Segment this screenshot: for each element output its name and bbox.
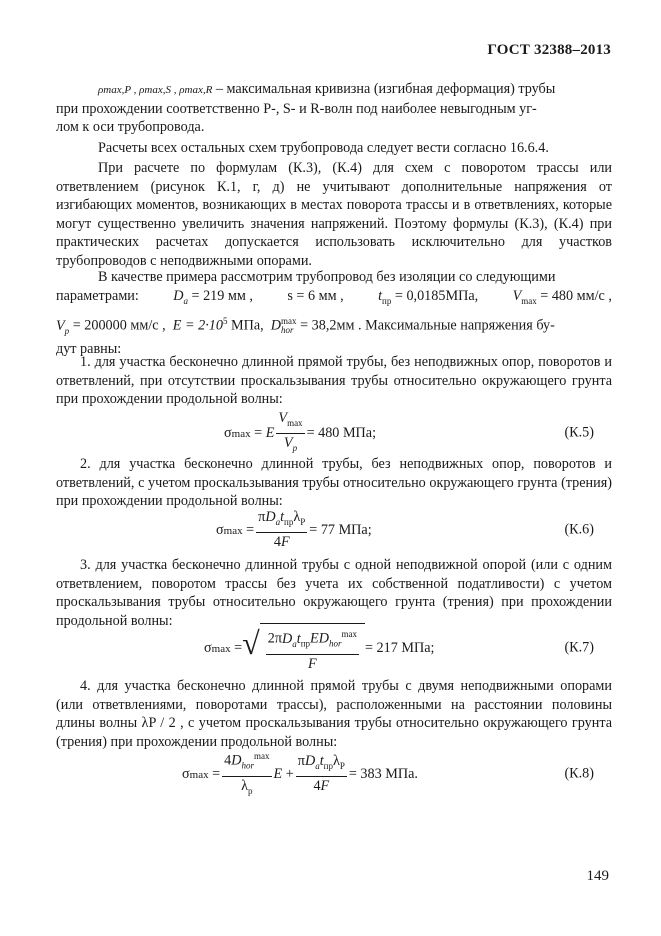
formula-k6 [56, 508, 612, 552]
param-da: $D_a = 219$ мм , [173, 287, 253, 306]
param-e-unit: МПа, [227, 317, 264, 334]
params-row-2: $V_p = 200000$ мм/с , $E = 2\cdot 10^5$ МПа, D max hor = 38,2мм . Максимальные напряжения бу- [56, 316, 555, 336]
item-1-text: 1. для участка бесконечно длинной прямой трубы, без неподвижных опор, поворотов и ответвлений, при отсутствии проскальзывания трубы относительно окружающего грунта при прохождении продольной волны: [56, 354, 612, 408]
intro-line-3: лом к оси трубопровода. [56, 119, 205, 136]
formula-k7-result: = 217 МПа; [364, 639, 435, 656]
formula-k5-body: σmax = E $\frac{V_{max}}{V_p}$ = 480 МПа; [224, 409, 377, 453]
formula-k5-result: = 480 МПа; [306, 424, 377, 441]
para-formulas-note: При расчете по формулам (К.3), (К.4) для схем с поворотом трассы или ответвлением (рисунок К.1, г, д) не учитывают дополнительные напряжения от изгибающих моментов, возникающих в местах поворота трассы и в ответвлениях, которые могут существенно увеличить значения напряжений. Поэтому формулы (К.3), (К.4) при практических расчетах допускается использовать исключительно для участков трубопроводов с неподвижными опорами. [56, 160, 612, 269]
param-vmax: $V_{max} = 480$ мм/с , [512, 287, 612, 306]
param-dhor: = 38,2мм . [300, 317, 362, 334]
document-code-header: ГОСТ 32388–2013 [487, 42, 611, 58]
equation-number-k5: (К.5) [564, 424, 594, 441]
param-tpr: $t_{пр} = 0,0185МПа$, [378, 287, 479, 306]
intro-definition [56, 80, 612, 137]
params-row-1 [56, 287, 612, 310]
page-number: 149 [586, 868, 609, 884]
example-tail-2: дут равны: [56, 341, 122, 358]
example-tail-1: Максимальные напряжения бу- [361, 317, 555, 334]
intro-line-1 [56, 80, 612, 100]
item-3-text: 3. для участка бесконечно длинной трубы с одной неподвижной опорой (или с одним ответвлением, поворотом трассы без учета их собственной податливости) с учетом проскальзывания трубы относительно окружающего грунта (трения) при прохождении продольной волны: [56, 557, 612, 629]
param-vp: = 200000 мм/с , [72, 317, 166, 334]
para-schemes: Расчеты всех остальных схем трубопровода следует вести согласно 16.6.4. [98, 140, 549, 156]
formula-k8-result: = 383 МПа. [348, 765, 418, 782]
formula-k6-body: σmax = $\frac{\pi D_at_{пр}\lambda_P}{4F}$ = 77 МПа; [216, 509, 372, 550]
equation-number-k8: (К.8) [564, 765, 594, 782]
param-e-exp: 5 [222, 316, 228, 327]
item-2-text: 2. для участка бесконечно длинной трубы, без неподвижных опор, поворотов и ответвлений, с учетом проскальзывания трубы относительно окружающего грунта (трения) при прохождении продольной волны: [56, 456, 612, 510]
intro-line-2: при прохождении соответственно Р-, S- и R-волн под наиболее невыгодным уг- [56, 100, 537, 117]
intro-line-1-text: – максимальная кривизна (изгибная деформация) трубы [212, 81, 556, 97]
equation-number-k6: (К.6) [564, 521, 594, 538]
params-label: параметрами: [56, 287, 139, 304]
formula-k7 [56, 626, 612, 670]
formula-k5 [56, 411, 612, 455]
item-4-text: 4. для участка бесконечно длинной прямой трубы с двумя неподвижными опорами (или ответвлениями, поворотами трассы), расположенными на расстоянии половины длины волны λP / 2 , с учетом проскальзывания трубы относительно окружающего грунта (трения) при прохождении продольной волны: [56, 678, 612, 750]
param-e: E = 2·10 [172, 317, 223, 334]
param-s: s = 6 мм , [287, 287, 344, 304]
formula-k8-body: σmax = $\frac{4D_{hor}^{max}}{\lambda_p}$ E + $\frac{\pi D_at_{пр}\lambda_P}{4F}$ = 383 МПа. [182, 752, 418, 796]
example-lead: В качестве примера рассмотрим трубопровод без изоляции со следующими [98, 269, 556, 285]
equation-number-k7: (К.7) [564, 639, 594, 656]
formula-k7-body: σmax = √ $\frac{2\pi D_at_{пр}ED_{hor}^{max}}{F}$ = 217 МПа; [204, 625, 435, 672]
rho-definitions: ρmax,P , ρmax,S , ρmax,R [98, 84, 213, 96]
formula-k8 [56, 752, 612, 796]
example-block [56, 268, 612, 359]
formula-k6-result: = 77 МПа; [309, 521, 372, 538]
